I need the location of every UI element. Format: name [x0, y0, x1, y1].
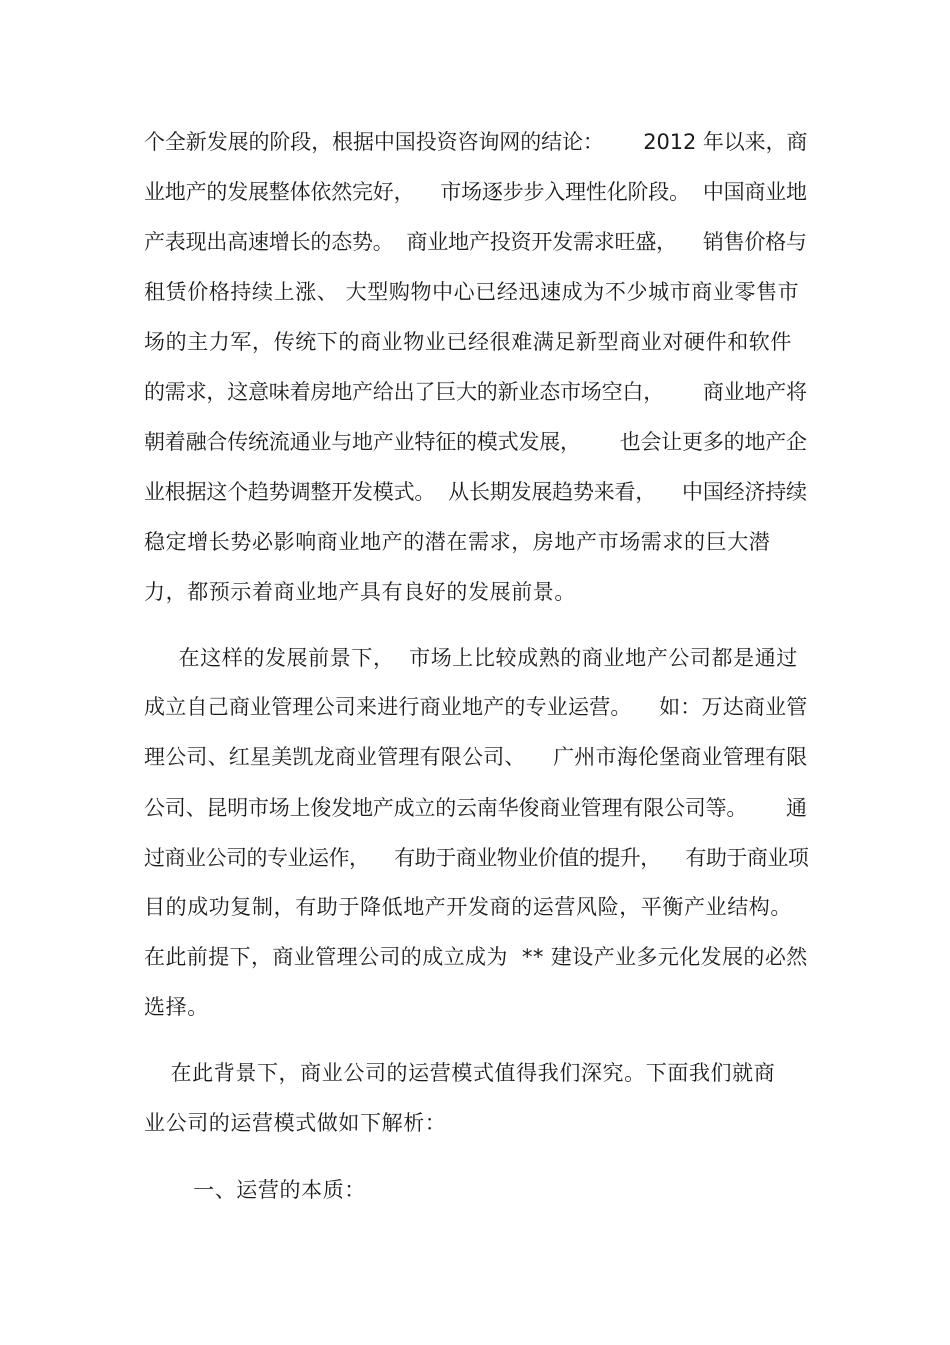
text-line: 朝着融合传统流通业与地产业特征的模式发展， 也会让更多的地产企	[144, 430, 807, 454]
text-line: 选择。	[144, 995, 209, 1019]
text-line: 在此前提下，商业管理公司的成立成为 ** 建设产业多元化发展的必然	[144, 945, 808, 969]
text-line: 业根据这个趋势调整开发模式。 从长期发展趋势来看， 中国经济持续	[144, 480, 807, 504]
text-line: 场的主力军，传统下的商业物业已经很难满足新型商业对硬件和软件	[144, 330, 792, 354]
text-line: 个全新发展的阶段，根据中国投资咨询网的结论： 2012 年以来，商	[144, 130, 808, 154]
text-line: 公司、昆明市场上俊发地产成立的云南华俊商业管理有限公司等。 通	[144, 796, 807, 820]
text-line: 理公司、红星美凯龙商业管理有限公司、 广州市海伦堡商业管理有限	[144, 745, 808, 769]
text-line: 业地产的发展整体依然完好， 市场逐步步入理性化阶段。 中国商业地	[144, 180, 807, 204]
text-line: 在此背景下，商业公司的运营模式值得我们深究。下面我们就商	[156, 1061, 776, 1085]
text-line: 的需求，这意味着房地产给出了巨大的新业态市场空白， 商业地产将	[144, 380, 807, 404]
text-line: 力，都预示着商业地产具有良好的发展前景。	[144, 580, 576, 604]
text-line: 业公司的运营模式做如下解析：	[144, 1111, 447, 1135]
text-line: 稳定增长势必影响商业地产的潜在需求，房地产市场需求的巨大潜	[144, 530, 771, 554]
text-line: 产表现出高速增长的态势。 商业地产投资开发需求旺盛， 销售价格与	[144, 230, 807, 254]
section-heading-text: 一、运营的本质：	[164, 1178, 366, 1202]
text-line: 成立自己商业管理公司来进行商业地产的专业运营。 如：万达商业管	[144, 695, 808, 719]
text-line: 租赁价格持续上涨、 大型购物中心已经迅速成为不少城市商业零售市	[144, 280, 800, 304]
text-line: 在这样的发展前景下， 市场上比较成熟的商业地产公司都是通过	[164, 646, 798, 670]
text-line: 过商业公司的专业运作， 有助于商业物业价值的提升， 有助于商业项	[144, 846, 809, 870]
text-line: 目的成功复制，有助于降低地产开发商的运营风险，平衡产业结构。	[144, 895, 792, 919]
